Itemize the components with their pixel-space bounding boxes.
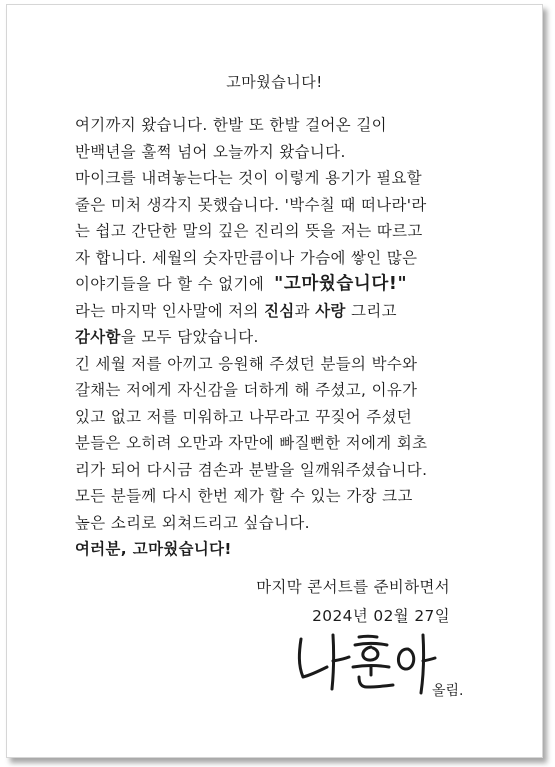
letter-line: 모든 분들께 다시 한번 제가 할 수 있는 가장 크고	[75, 487, 413, 505]
letter-text: 과	[294, 301, 316, 320]
letter-text: 을 모두 담았습니다.	[120, 328, 259, 346]
sign-off: 올림.	[432, 683, 464, 699]
emphasis-gratitude: 감사함	[75, 328, 121, 346]
letter-paper	[6, 4, 543, 758]
letter-text: 라는 마지막 인사말에 저의	[75, 301, 265, 320]
letter-line: 마이크를 내려놓는다는 것이 이렇게 용기가 필요할	[75, 169, 423, 187]
closing-line: 마지막 콘서트를 준비하면서	[256, 578, 450, 596]
letter-line: 자 합니다. 세월의 숫자만큼이나 가슴에 쌓인 많은	[75, 248, 418, 267]
letter-line	[75, 271, 495, 298]
letter-line: 줄은 미처 생각지 못했습니다. '박수칠 때 떠나라'라	[75, 195, 427, 214]
letter-line: 갈채는 저에게 자신감을 더하게 해 주셨고, 이유가	[75, 381, 418, 399]
letter-line: 는 쉽고 간단한 말의 깊은 진리의 뜻을 저는 따르고	[75, 222, 423, 240]
letter-line: 여기까지 왔습니다. 한발 또 한발 걸어온 길이	[75, 116, 387, 134]
letter-text: 이야기들을 다 할 수 없기에	[75, 275, 265, 293]
letter-line: 있고 없고 저를 미워하고 나무라고 꾸짖어 주셨던	[75, 407, 413, 426]
letter-text: 그리고	[345, 301, 397, 320]
letter-line	[75, 298, 495, 325]
letter-line	[75, 324, 495, 351]
letter-line: 높은 소리로 외쳐드리고 싶습니다.	[75, 513, 310, 532]
letter-closing	[256, 573, 450, 631]
thank-you-quote: "고마웠습니다!"	[274, 274, 408, 294]
letter-line: 반백년을 훌쩍 넘어 오늘까지 왔습니다.	[75, 142, 346, 161]
letter-date: 2024년 02월 27일	[312, 607, 450, 625]
emphasis-love: 사랑	[315, 301, 346, 320]
emphasis-sincerity: 진심	[264, 301, 295, 320]
letter-final-line: 여러분, 고마웠습니다!	[75, 540, 232, 558]
letter-body	[75, 112, 495, 563]
letter-line: 긴 세월 저를 아끼고 응원해 주셨던 분들의 박수와	[75, 354, 418, 373]
letter-line: 리가 되어 다시금 겸손과 분발을 일깨워주셨습니다.	[75, 460, 428, 479]
letter-line: 분들은 오히려 오만과 자만에 빠질뻔한 저에게 회초	[75, 434, 428, 452]
handwritten-signature	[289, 627, 439, 697]
letter-title: 고마웠습니다!	[226, 73, 323, 91]
